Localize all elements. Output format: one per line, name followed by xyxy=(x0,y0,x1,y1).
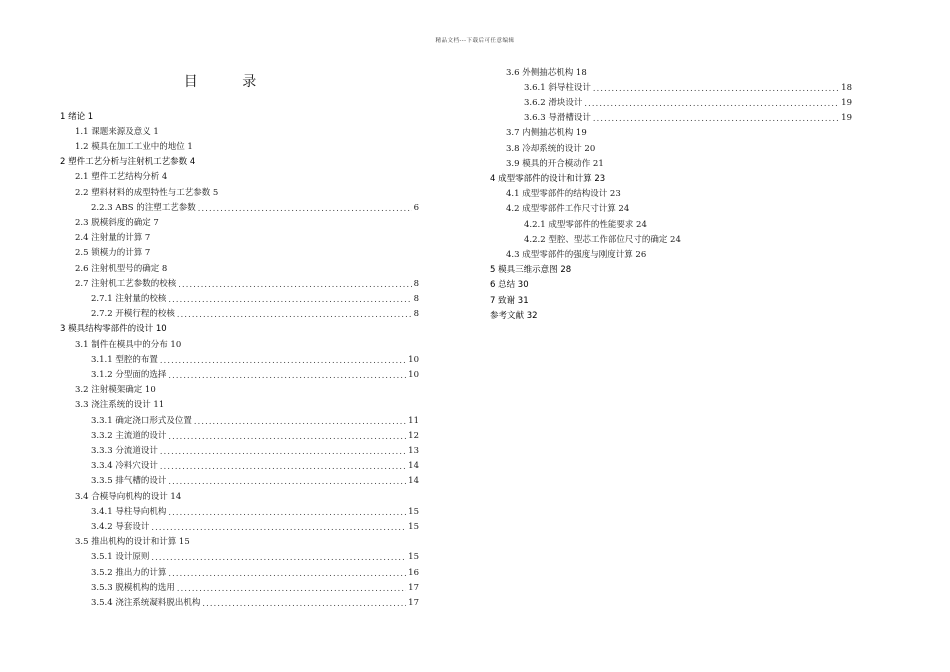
toc-page-number: 14 xyxy=(408,476,419,487)
toc-entry[interactable] xyxy=(506,187,621,202)
toc-entry[interactable] xyxy=(91,596,419,611)
toc-entry-text: 2.1 塑件工艺结构分析 4 xyxy=(75,172,168,183)
toc-entry[interactable] xyxy=(75,186,218,201)
toc-entry-text: 3.3.5 排气槽的设计 xyxy=(91,476,167,487)
toc-entry[interactable] xyxy=(75,490,181,505)
toc-entry-text: 3.6.1 斜导柱设计 xyxy=(524,82,591,93)
toc-entry-text: 2.7.1 注射量的校核 xyxy=(91,293,167,304)
toc-entry-text: 3.7 内侧抽芯机构 19 xyxy=(506,128,587,139)
toc-entry-text: 3.9 模具的开合模动作 21 xyxy=(506,158,604,169)
toc-leader-dots xyxy=(177,307,412,322)
toc-entry[interactable] xyxy=(506,202,629,217)
toc-entry-text: 2 塑件工艺分析与注射机工艺参数 4 xyxy=(60,157,196,168)
toc-entry[interactable] xyxy=(91,201,419,216)
toc-entry[interactable] xyxy=(75,262,167,277)
toc-entry-text: 6 总结 30 xyxy=(490,280,529,291)
toc-entry[interactable] xyxy=(490,309,538,324)
toc-entry[interactable] xyxy=(524,96,852,111)
toc-leader-dots xyxy=(168,566,406,581)
toc-entry[interactable] xyxy=(60,155,195,170)
toc-entry-text: 1.1 课题来源及意义 1 xyxy=(75,126,159,137)
toc-entry-text: 3.1.2 分型面的选择 xyxy=(91,369,167,380)
toc-page-number: 15 xyxy=(408,521,419,532)
toc-entry-text: 7 致谢 31 xyxy=(490,295,529,306)
toc-entry-text: 2.6 注射机型号的确定 8 xyxy=(75,263,168,274)
toc-entry-text: 3.8 冷却系统的设计 20 xyxy=(506,143,596,154)
toc-entry-text: 3.3 浇注系统的设计 11 xyxy=(75,400,165,411)
toc-entry[interactable] xyxy=(91,581,419,596)
toc-page-number: 14 xyxy=(408,461,419,472)
toc-entry[interactable] xyxy=(75,383,156,398)
toc-entry[interactable] xyxy=(75,216,159,231)
toc-entry-text: 3.2 注射模架确定 10 xyxy=(75,385,156,396)
toc-entry[interactable] xyxy=(506,66,587,81)
toc-entry[interactable] xyxy=(75,535,190,550)
toc-entry[interactable] xyxy=(75,277,419,292)
toc-entry[interactable] xyxy=(91,307,419,322)
toc-page-number: 10 xyxy=(408,369,419,380)
toc-entry-text: 4.2.1 成型零部件的性能要求 24 xyxy=(524,219,647,230)
toc-entry[interactable] xyxy=(524,233,681,248)
toc-entry-text: 3.6.2 滑块设计 xyxy=(524,97,583,108)
toc-leader-dots xyxy=(168,368,406,383)
toc-entry[interactable] xyxy=(490,294,529,309)
toc-leader-dots xyxy=(168,474,406,489)
toc-entry-text: 参考文献 32 xyxy=(490,310,538,321)
toc-entry[interactable] xyxy=(91,474,419,489)
toc-page-number: 11 xyxy=(408,415,419,426)
toc-page-number: 17 xyxy=(408,582,419,593)
toc-leader-dots xyxy=(584,96,839,111)
toc-entry[interactable] xyxy=(75,231,150,246)
toc-entry-text: 3.3.1 确定浇口形式及位置 xyxy=(91,415,192,426)
toc-entry-text: 3.3.3 分流道设计 xyxy=(91,445,158,456)
toc-entry-text: 1 绪论 1 xyxy=(60,111,94,122)
toc-title: 目 录 xyxy=(183,74,277,90)
toc-entry-text: 2.2 塑料材料的成型特性与工艺参数 5 xyxy=(75,187,219,198)
toc-entry-text: 4.3 成型零部件的强度与刚度计算 26 xyxy=(506,249,647,260)
toc-page-number: 15 xyxy=(408,506,419,517)
toc-page-number: 6 xyxy=(413,202,419,213)
toc-leader-dots xyxy=(194,414,406,429)
toc-entry[interactable] xyxy=(75,246,150,261)
toc-entry-text: 4.1 成型零部件的结构设计 23 xyxy=(506,189,621,200)
toc-entry-text: 3 模具结构零部件的设计 10 xyxy=(60,324,167,335)
toc-entry[interactable] xyxy=(60,110,93,125)
toc-leader-dots xyxy=(151,520,406,535)
toc-entry-text: 2.5 锁模力的计算 7 xyxy=(75,248,151,259)
toc-entry-text: 3.5.3 脱模机构的选用 xyxy=(91,582,175,593)
toc-leader-dots xyxy=(151,550,406,565)
toc-entry[interactable] xyxy=(75,398,164,413)
toc-entry[interactable] xyxy=(75,170,167,185)
toc-page-number: 18 xyxy=(841,82,852,93)
toc-entry-text: 2.7.2 开模行程的校核 xyxy=(91,309,175,320)
toc-page-number: 12 xyxy=(408,430,419,441)
toc-entry-text: 5 模具三维示意图 28 xyxy=(490,265,572,276)
toc-leader-dots xyxy=(168,429,406,444)
toc-entry-text: 3.4 合模导向机构的设计 14 xyxy=(75,491,182,502)
toc-page-number: 10 xyxy=(408,354,419,365)
toc-leader-dots xyxy=(593,81,839,96)
toc-page-number: 8 xyxy=(413,309,419,320)
toc-entry-text: 3.3.4 冷料穴设计 xyxy=(91,461,158,472)
toc-entry-text: 3.1 制件在模具中的分布 10 xyxy=(75,339,182,350)
toc-entry[interactable] xyxy=(506,157,604,172)
toc-entry-text: 3.1.1 型腔的布置 xyxy=(91,354,158,365)
toc-page-number: 16 xyxy=(408,567,419,578)
toc-entry-text: 1.2 模具在加工工业中的地位 1 xyxy=(75,141,193,152)
toc-entry[interactable] xyxy=(91,429,419,444)
toc-entry[interactable] xyxy=(524,81,852,96)
toc-leader-dots xyxy=(202,596,406,611)
toc-entry[interactable] xyxy=(75,125,159,140)
toc-entry-text: 3.5.2 推出力的计算 xyxy=(91,567,167,578)
toc-entry[interactable] xyxy=(75,140,193,155)
toc-entry[interactable] xyxy=(506,248,646,263)
toc-page-number: 19 xyxy=(841,113,852,124)
toc-entry-text: 3.6.3 导滑槽设计 xyxy=(524,113,591,124)
toc-entry-text: 4.2 成型零部件工作尺寸计算 24 xyxy=(506,204,630,215)
toc-leader-dots xyxy=(160,444,406,459)
toc-entry[interactable] xyxy=(91,444,419,459)
toc-page-number: 19 xyxy=(841,97,852,108)
toc-entry[interactable] xyxy=(490,278,529,293)
toc-leader-dots xyxy=(168,505,406,520)
toc-entry[interactable] xyxy=(490,263,571,278)
toc-entry[interactable] xyxy=(91,566,419,581)
page-header: 精品文档---下载后可任意编辑 xyxy=(435,38,515,44)
toc-entry[interactable] xyxy=(91,459,419,474)
toc-entry[interactable] xyxy=(91,353,419,368)
toc-entry[interactable] xyxy=(91,368,419,383)
toc-entry-text: 2.2.3 ABS 的注塑工艺参数 xyxy=(91,202,196,213)
toc-entry[interactable] xyxy=(490,172,605,187)
toc-page-number: 15 xyxy=(408,552,419,563)
toc-entry-text: 3.5.1 设计原则 xyxy=(91,552,150,563)
toc-entry[interactable] xyxy=(506,126,587,141)
toc-entry[interactable] xyxy=(91,520,419,535)
toc-entry-text: 2.7 注射机工艺参数的校核 xyxy=(75,278,177,289)
toc-entry-text: 2.3 脱模斜度的确定 7 xyxy=(75,217,159,228)
toc-page-number: 8 xyxy=(413,278,419,289)
toc-entry-text: 3.5 推出机构的设计和计算 15 xyxy=(75,537,190,548)
toc-entry-text: 3.6 外侧抽芯机构 18 xyxy=(506,67,587,78)
toc-leader-dots xyxy=(198,201,412,216)
toc-entry-text: 3.3.2 主流道的设计 xyxy=(91,430,167,441)
toc-leader-dots xyxy=(160,459,406,474)
toc-entry-text: 3.4.1 导柱导向机构 xyxy=(91,506,167,517)
toc-leader-dots xyxy=(177,581,406,596)
toc-entry-text: 3.5.4 浇注系统凝料脱出机构 xyxy=(91,597,201,608)
toc-leader-dots xyxy=(178,277,411,292)
toc-entry[interactable] xyxy=(91,414,419,429)
toc-page-number: 17 xyxy=(408,597,419,608)
toc-entry[interactable] xyxy=(91,292,419,307)
toc-entry-text: 4.2.2 型腔、型芯工作部位尺寸的确定 24 xyxy=(524,234,681,245)
toc-entry[interactable] xyxy=(91,550,419,565)
toc-page-number: 13 xyxy=(408,445,419,456)
toc-entry[interactable] xyxy=(75,338,181,353)
toc-leader-dots xyxy=(168,292,411,307)
toc-entry[interactable] xyxy=(524,218,647,233)
toc-entry-text: 2.4 注射量的计算 7 xyxy=(75,233,151,244)
toc-page-number: 8 xyxy=(413,293,419,304)
toc-entry[interactable] xyxy=(506,142,595,157)
toc-entry[interactable] xyxy=(524,111,852,126)
toc-leader-dots xyxy=(160,353,406,368)
toc-entry-text: 4 成型零部件的设计和计算 23 xyxy=(490,173,606,184)
toc-entry-text: 3.4.2 导套设计 xyxy=(91,521,150,532)
toc-entry[interactable] xyxy=(60,322,167,337)
toc-leader-dots xyxy=(593,111,839,126)
toc-entry[interactable] xyxy=(91,505,419,520)
